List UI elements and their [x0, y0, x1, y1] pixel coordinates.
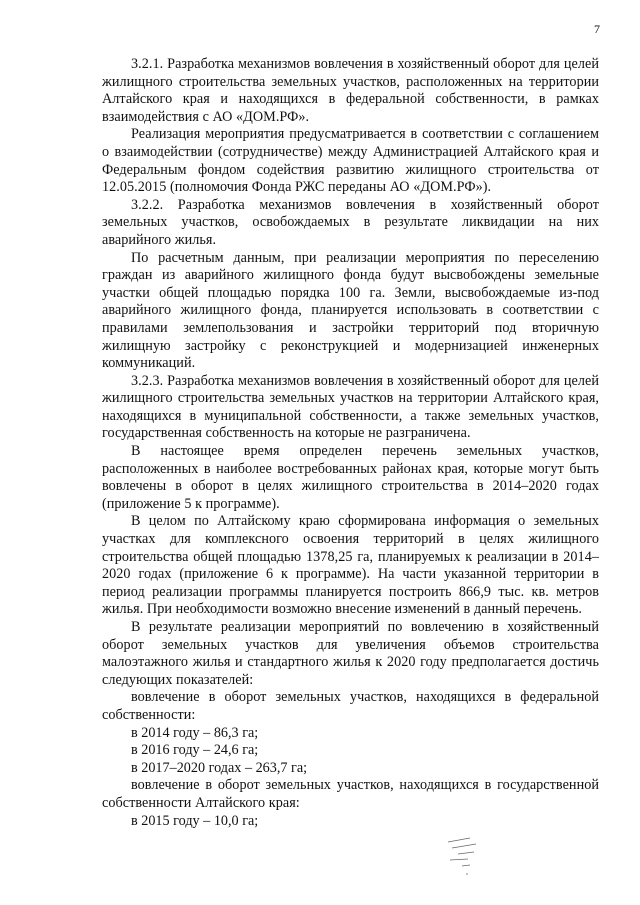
paragraph-complex-development: В целом по Алтайскому краю сформирована информация о земельных участках для комплексного освоения территорий в целях жилищного строительства общей площадью 1378,25 га, планируемых к реализации в 2014–2020 годах (приложение 6 к программе). На части указанной территории в период реализации программы планируется построить 866,9 тыс. кв. метров жилья. При необходимости возможно внесение изменений в данный перечень. [102, 513, 599, 618]
pen-mark-scribble [440, 830, 500, 880]
section-3-2-1-heading: 3.2.1. Разработка механизмов вовлечения в хозяйственный оборот для целей жилищного строительства земельных участков, расположенных на территории Алтайского края и находящихся в федеральной собственности, в рамках взаимодействия с АО «ДОМ.РФ». [102, 56, 599, 125]
federal-item-2014: в 2014 году – 86,3 га; [131, 724, 259, 741]
paragraph-federal-intro: вовлечение в оборот земельных участков, находящихся в федеральной собственности: [102, 689, 599, 723]
paragraph-regional-intro: вовлечение в оборот земельных участков, находящихся в государственной собственности Алтайского края: [102, 777, 599, 811]
paragraph-resettlement: По расчетным данным, при реализации мероприятия по переселению граждан из аварийного жилищного фонда будут высвобождены земельные участки общей площадью порядка 100 га. Земли, высвобождаемые из-под аварийного жилищного фонда, планируется использовать в соответствии с правилами землепользования и застройки территорий под вторичную жилищную застройку с реконструкцией и модернизацией инженерных коммуникаций. [102, 249, 599, 372]
paragraph-land-list: В настоящее время определен перечень земельных участков, расположенных в наиболее востребованных районах края, которые могут быть вовлечены в оборот в целях жилищного строительства в 2014–2020 годах (приложение 5 к программе). [102, 443, 599, 512]
section-3-2-3-heading: 3.2.3. Разработка механизмов вовлечения в хозяйственный оборот для целей жилищного строительства земельных участков на территории Алтайского края, находящихся в муниципальной собственности, а также земельных участков, государственная собственность на которые не разграничена. [102, 372, 599, 442]
paragraph-results: В результате реализации мероприятий по вовлечению в хозяйственный оборот земельных участков для увеличения объемов строительства малоэтажного жилья и стандартного жилья к 2020 году предполагается достичь следующих показателей: [102, 619, 599, 688]
regional-item-2015: в 2015 году – 10,0 га; [131, 812, 259, 829]
paragraph-agreement: Реализация мероприятия предусматривается в соответствии с соглашением о взаимодействии (сотрудничестве) между Администрацией Алтайского края и Федеральным фондом содействия развитию жилищного строительства от 12.05.2015 (полномочия Фонда РЖС переданы АО «ДОМ.РФ»). [102, 126, 599, 196]
page-number: 7 [594, 22, 600, 36]
federal-item-2016: в 2016 году – 24,6 га; [131, 742, 259, 759]
section-3-2-2-heading: 3.2.2. Разработка механизмов вовлечения в хозяйственный оборот земельных участков, освобождаемых в результате ликвидации на них аварийного жилья. [102, 196, 599, 248]
federal-item-2017-2020: в 2017–2020 годах – 263,7 га; [131, 759, 308, 776]
